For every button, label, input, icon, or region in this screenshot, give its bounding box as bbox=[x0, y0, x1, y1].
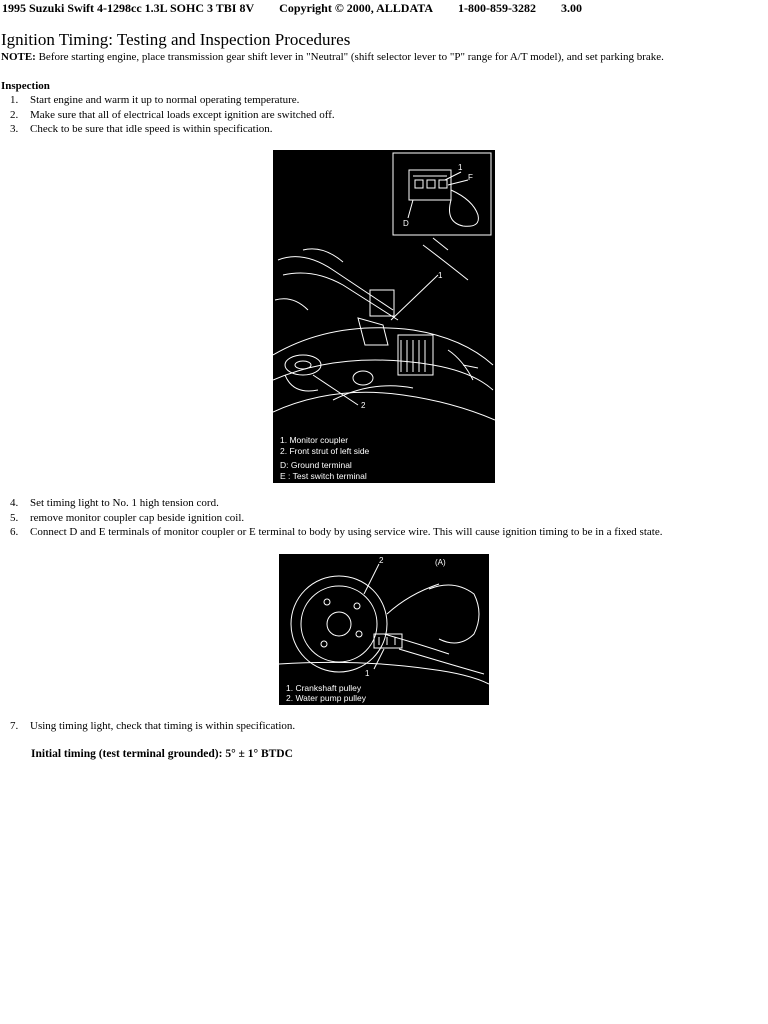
callout-a: (A) bbox=[435, 558, 446, 567]
step-text: Start engine and warm it up to normal operating temperature. bbox=[30, 94, 300, 106]
callout-1: 1 bbox=[365, 669, 370, 678]
phone-number: 1-800-859-3282 bbox=[458, 1, 537, 15]
callout-d: D bbox=[403, 219, 409, 228]
caption-line: 1. Crankshaft pulley bbox=[286, 683, 362, 693]
note-label: NOTE: bbox=[1, 51, 36, 63]
list-item bbox=[10, 94, 335, 109]
step-text: Make sure that all of electrical loads except ignition are switched off. bbox=[30, 108, 335, 121]
steps-list-1 bbox=[10, 94, 335, 138]
caption-line: 2. Water pump pulley bbox=[286, 693, 366, 703]
document-header bbox=[2, 1, 604, 16]
step-text: remove monitor coupler cap beside ignition coil. bbox=[30, 511, 245, 524]
copyright: Copyright © 2000, ALLDATA bbox=[279, 1, 434, 15]
step-number: 3. bbox=[10, 123, 19, 135]
list-item bbox=[10, 720, 295, 735]
page-title: Ignition Timing: Testing and Inspection Procedures bbox=[1, 30, 351, 49]
section-heading: Inspection bbox=[1, 80, 50, 92]
steps-list-3 bbox=[10, 720, 295, 735]
step-text: Connect D and E terminals of monitor coupler or E terminal to body by using service wire. This will cause ignition timing to be in a fixed state. bbox=[30, 526, 663, 538]
caption-line: D: Ground terminal bbox=[280, 460, 352, 470]
step-number: 4. bbox=[10, 497, 19, 509]
step-text: Using timing light, check that timing is within specification. bbox=[30, 720, 296, 732]
callout-1-inset: 1 bbox=[458, 163, 463, 172]
callout-1: 1 bbox=[438, 271, 443, 280]
step-number: 1. bbox=[10, 94, 19, 106]
monitor-coupler-figure bbox=[273, 150, 495, 483]
list-item bbox=[10, 123, 335, 138]
crankshaft-pulley-figure bbox=[279, 554, 489, 705]
callout-2: 2 bbox=[361, 401, 366, 410]
version: 3.00 bbox=[561, 1, 583, 15]
step-text: Check to be sure that idle speed is within specification. bbox=[30, 123, 273, 135]
caption-line: 1. Monitor coupler bbox=[280, 435, 349, 445]
callout-2: 2 bbox=[379, 556, 384, 565]
note bbox=[1, 51, 664, 63]
engine-bay-illustration bbox=[273, 150, 495, 483]
step-number: 6. bbox=[10, 526, 19, 538]
note-text: Before starting engine, place transmission gear shift lever in "Neutral" (shift selector lever to "P" range for A/T model), and set parking brake. bbox=[38, 51, 664, 63]
list-item bbox=[10, 512, 662, 527]
vehicle-info: 1995 Suzuki Swift 4-1298cc 1.3L SOHC 3 TBI 8V bbox=[2, 1, 255, 15]
list-item bbox=[10, 526, 662, 541]
step-number: 5. bbox=[10, 511, 19, 524]
step-text: Set timing light to No. 1 high tension cord. bbox=[30, 497, 219, 509]
list-item bbox=[10, 497, 662, 512]
steps-list-2 bbox=[10, 497, 662, 541]
timing-specification: Initial timing (test terminal grounded): 5° ± 1° BTDC bbox=[31, 748, 293, 760]
list-item bbox=[10, 109, 335, 124]
step-number: 2. bbox=[10, 108, 19, 121]
caption-line: E : Test switch terminal bbox=[280, 471, 367, 481]
callout-f: F bbox=[468, 173, 473, 182]
caption-line: 2. Front strut of left side bbox=[280, 446, 370, 456]
step-number: 7. bbox=[10, 720, 19, 732]
